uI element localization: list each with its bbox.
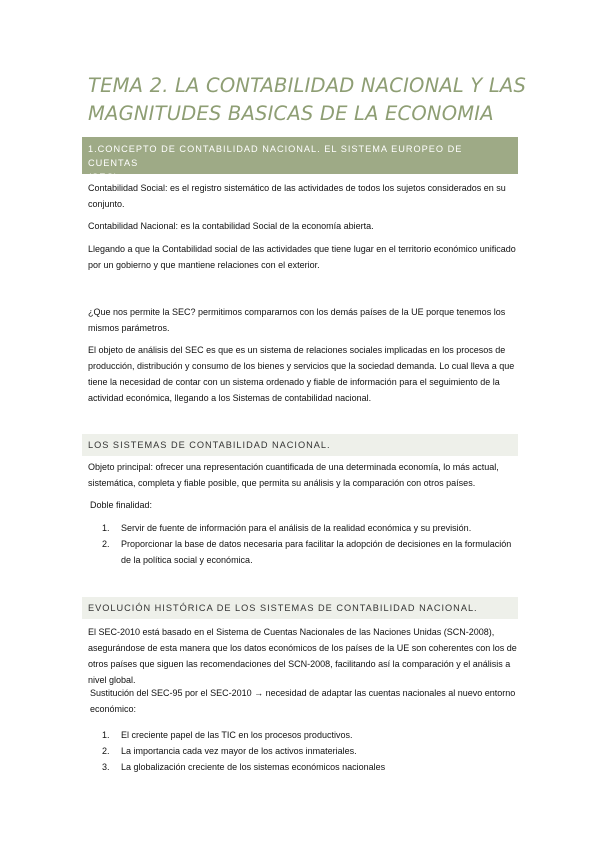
paragraph-que-permite-sec: ¿Que nos permite la SEC? permitimos compararnos con los demás países de la UE porque tenemos los mismos parámetros.	[88, 307, 506, 333]
list-entorno-economico	[88, 727, 520, 775]
list-item	[88, 536, 520, 568]
list-item-number: 1.	[102, 523, 110, 533]
paragraph-objeto-analisis: El objeto de análisis del SEC es que es un sistema de relaciones sociales implicadas en los procesos de producción, distribución y consumo de los bienes y servicios que la sociedad demanda. Lo cual lleva a que tiene la necesidad de contar con un sistema ordenado y fiable de información para el seguimiento de la actividad económica, llegando a los Sistemas de contabilidad nacional.	[88, 345, 515, 403]
paragraph-contabilidad-nacional: Contabilidad Nacional: es la contabilidad Social de la economía abierta.	[88, 221, 374, 231]
title-line-1: TEMA 2. LA CONTABILIDAD NACIONAL Y LAS	[88, 74, 527, 97]
paragraph-doble-finalidad: Doble finalidad:	[90, 500, 153, 510]
section-3-heading: EVOLUCIÓN HISTÓRICA DE LOS SISTEMAS DE CONTABILIDAD NACIONAL.	[82, 597, 518, 619]
section-1-heading-line-2: (SEC)	[88, 172, 119, 182]
list-item-text: Servir de fuente de información para el análisis de la realidad económica y su previsión.	[121, 523, 472, 533]
title-line-2: MAGNITUDES BASICAS DE LA ECONOMIA	[88, 102, 494, 125]
list-item-number: 2.	[102, 746, 110, 756]
paragraph-sec-2010: El SEC-2010 está basado en el Sistema de Cuentas Nacionales de las Naciones Unidas (SCN-2008), asegurándose de esta manera que los datos económicos de los países de la UE son coherentes con los de otros países que siguen las recomendaciones del SCN-2008, facilitando así la comparación y el análisis a nivel global.	[88, 627, 517, 685]
list-item-text: La importancia cada vez mayor de los activos inmateriales.	[121, 746, 357, 756]
list-finalidades	[88, 520, 520, 568]
list-item-number: 1.	[102, 730, 110, 740]
section-2-heading: LOS SISTEMAS DE CONTABILIDAD NACIONAL.	[82, 434, 518, 456]
list-item-text: Proporcionar la base de datos necesaria para facilitar la adopción de decisiones en la formulación de la política social y económica.	[121, 539, 512, 565]
section-1-heading	[82, 137, 518, 182]
paragraph-sustitucion: Sustitución del SEC-95 por el SEC-2010 → necesidad de adaptar las cuentas nacionales al nuevo entorno económico:	[90, 688, 516, 714]
list-item	[88, 743, 520, 759]
list-item	[88, 759, 520, 775]
document-title	[88, 72, 528, 128]
list-item	[88, 520, 520, 536]
list-item-number: 2.	[102, 539, 110, 549]
section-1-heading-line-1: 1.CONCEPTO DE CONTABILIDAD NACIONAL. EL SISTEMA EUROPEO DE CUENTAS	[88, 144, 463, 168]
list-item	[88, 727, 520, 743]
paragraph-objeto-principal: Objeto principal: ofrecer una representación cuantificada de una determinada economía, lo más actual, sistemática, completa y fiable posible, que permita su análisis y la comparación con otros países.	[88, 462, 499, 488]
list-item-text: El creciente papel de las TIC en los procesos productivos.	[121, 730, 353, 740]
list-item-number: 3.	[102, 762, 110, 772]
paragraph-territorio: Llegando a que la Contabilidad social de las actividades que tiene lugar en el territorio económico unificado por un gobierno y que mantiene relaciones con el exterior.	[88, 244, 516, 270]
list-item-text: La globalización creciente de los sistemas económicos nacionales	[121, 762, 386, 772]
paragraph-contabilidad-social: Contabilidad Social: es el registro sistemático de las actividades de todos los sujetos considerados en su conjunto.	[88, 183, 506, 209]
